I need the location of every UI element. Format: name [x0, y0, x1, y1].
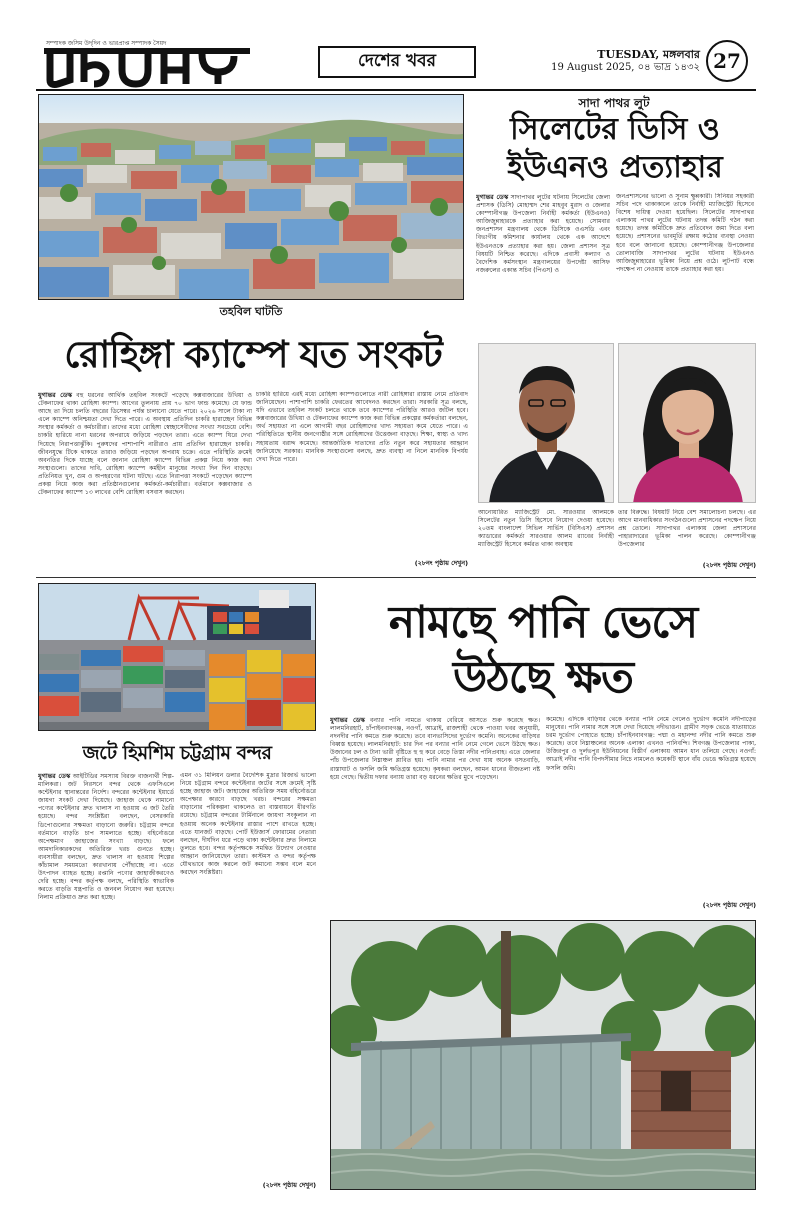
dc-portrait-photo: [478, 343, 614, 503]
masthead-tagline: সম্পাদক জসিম উদ্‌দিন ও ভারপ্রাপ্ত সম্পাদক সৈয়দ: [46, 40, 167, 47]
port-continued[interactable]: (২৮নং পৃষ্ঠায় দেখুন): [262, 1181, 316, 1189]
rohingya-headline[interactable]: রোহিঙ্গা ক্যাম্পে যত সংকট: [64, 333, 442, 376]
flood-continued[interactable]: (২৮নং পৃষ্ঠায় দেখুন): [702, 901, 756, 909]
sylhet-headline-2[interactable]: ইউএনও প্রত্যাহার: [507, 150, 723, 185]
port-col-2: [180, 772, 316, 1176]
flood-text-2: কমেছে। এদিকে বাড়িঘর থেকে বন্যার পানি নেমে গেলেও দুর্ভোগ কমেনি নদীপাড়ের মানুষের। পানি নামার সঙ্গে সঙ্গে দেখা দিয়েছে নদীভাঙন। গ্রামীণ সড়ক ভেঙে যাতায়াতে চরম দুর্ভোগ পোহাতে হচ্ছে। চাঁপাইনবাবগঞ্জ: পদ্মা ও মহানন্দা নদীর পানি কমতে শুরু করেছে। তবে নিম্নাঞ্চলের অনেক এলাকা এখনও পানিবন্দি। শিবগঞ্জ উপজেলার পাকা, উজিরপুর ও দুর্লভপুর ইউনিয়নের বিস্তীর্ণ এলাকায় আমন ধান তলিয়ে গেছে। নওগাঁ: আত্রাই নদীর পানি বিপদসীমার নিচে নামলেও কয়েকটি স্থানে বাঁধ ভেঙে ক্ষতিগ্রস্ত হয়েছে ফসলি জমি।: [546, 716, 756, 772]
sylhet-col-2: [616, 193, 754, 339]
sylhet-photo-caption-1: [478, 509, 614, 573]
rohingya-text-1: বহু ধরনের আর্থিক তহবিল সংকটে পড়েছে কক্সবাজারের উখিয়া ও টেকনাফের থাকা রোহিঙ্গা ক্যাম্প। আগের তুলনায় প্রায় ৭০ ভাগ ফান্ড কমেছে। যে ফান্ড আছে তা দিয়ে চলতি বছরের ডিসেম্বর পর্যন্ত চালানো যেতে পারে। ২০২৬ সালে টাকা না এলে ক্যাম্পে অনিশ্চয়তা দেখা দিতে পারে। এ অবস্থায় প্রতিদিন চাকরি হারাচ্ছেন বিভিন্ন সংস্থার কর্মকর্তা ও কর্মচারীরা। তাদের মধ্যে রোহিঙ্গা স্বেচ্ছাসেবীদের সংখ্যা সবচেয়ে বেশি। চাকরি হারিয়ে নানা ধরনের অপরাধে জড়িয়ে পড়ছেন তারা। এতে ক্যাম্প ঘিরে দেখা দিয়েছে নিরাপত্তাঝুঁকি। পুরুষদের পাশাপাশি নারীরাও প্রায় প্রতিদিন হারাচ্ছেন চাকরি। জীবনযুদ্ধে টিকে থাকতে তারাও জড়িয়ে পড়ছেন অপরাধ চক্রে। এতে পরিস্থিতি ক্রমেই অবনতির দিকে যাচ্ছে বলে জানান রোহিঙ্গা ক্যাম্পে বিভিন্ন প্রকল্প নিয়ে কাজ করা সংস্থাগুলো। তাদের দাবি, রোহিঙ্গা ক্যাম্পে কর্মহীন মানুষের সংখ্যা দিন দিন বাড়ছে। প্রতিনিয়ত খুন, গুম ও অপহরণের ঘটনা ঘটছে। এতে নিরাপত্তা সংকটে পড়েছেন ক্যাম্পে প্রকল্প নিয়ে কাজ করা প্রতিষ্ঠানগুলোর কর্মকর্তা-কর্মচারীরা। বর্তমানে কক্সবাজার ও টেকনাফের ক্যাম্পে ১৩ লাখের বেশি রোহিঙ্গা বসবাস করছেন।: [38, 392, 252, 497]
section-title: দেশের খবর: [318, 46, 476, 78]
port-text-1: আইটিডির সমস্যায় বিরক্ত বাজনার্থী শিল্প-মালিকরা। জট নিরসনে বন্দর থেকে এফসিএলে কন্টেইনার স্থানান্তরের নির্দেশ। বন্দরের কন্টেইনার ইয়ার্ডে জায়গা সংকট দেখা দিয়েছে। জাহাজ থেকে নামানো পণ্যের কন্টেইনার দ্রুত খালাস না হওয়ায় এ জট তৈরি হয়েছে। বন্দর সংশ্লিষ্টরা বলছেন, বেসরকারি ডিপোগুলোর সক্ষমতা বাড়ানো জরুরি। চট্টগ্রাম বন্দরে বর্তমানে বাড়তি চাপ সামলাতে হচ্ছে। বহির্নোঙরে অপেক্ষমাণ জাহাজের সংখ্যা বাড়ছে। ফলে আমদানিকারকদের অতিরিক্ত খরচ গুনতে হচ্ছে। ব্যবসায়ীরা বলছেন, দ্রুত খালাস না হওয়ায় শিল্পের কাঁচামাল সময়মতো কারখানায় পৌঁছাচ্ছে না। এতে উৎপাদন ব্যাহত হচ্ছে। রপ্তানি পণ্যের জাহাজীকরণেও দেরি হচ্ছে। বন্দর কর্তৃপক্ষ বলছে, পরিস্থিতি স্বাভাবিক করতে বাড়তি যন্ত্রপাতি ও জনবল নিয়োগ করা হয়েছে। নিলাম প্রক্রিয়াও দ্রুত করা হচ্ছে।: [38, 773, 174, 902]
page-number: 27: [706, 40, 748, 82]
uno-portrait-photo: [618, 343, 756, 503]
flood-damage-photo: [330, 920, 756, 1190]
date-bangla: 19 August 2025, ০৪ ভাদ্র ১৪৩২: [551, 62, 700, 73]
rohingya-col-1: [38, 391, 252, 569]
masthead-rule: [36, 89, 756, 91]
port-byline: যুগান্তর ডেস্ক: [38, 772, 71, 780]
sylhet-caption-text-2: তার বিরুদ্ধে। বিষয়টি নিয়ে বেশ সমালোচনা চলছে। এর আগে মানবাধিকার সংগঠনগুলো প্রশাসনের পদক্ষেপ নিয়ে প্রশ্ন তোলে। সাদাপাথর এলাকায় জেলা প্রশাসনের পাহারাদারের ভূমিকা পালন করেছে। কোম্পানীগঞ্জ উপজেলার: [618, 509, 756, 549]
flood-byline: যুগান্তর ডেস্ক: [330, 716, 365, 724]
rohingya-text-2: চাকরি হারিয়ে এরই মধ্যে রোহিঙ্গা ক্যাম্পগুলোতে নারী রোহিঙ্গারা রাস্তায় নেমে প্রতিবাদ জানিয়েছেন। পাশাপাশি চাকরি ফেরতের আবেদনও করছেন তারা। সরকারি সূত্র বলছে, যদি এভাবে তহবিল সংকট চলতে থাকে তবে ক্যাম্পের পরিস্থিতি আরও জটিল হবে। কক্সবাজারের উখিয়া ও টেকনাফের ক্যাম্পে কাজ করা বিভিন্ন প্রকল্পের কর্মকর্তারা বলছেন, অর্থ সহায়তা না এলে আগামী বছর রোহিঙ্গাদের খাদ্য সহায়তা কমে যেতে পারে। এ পরিস্থিতিতে স্থানীয় জনগোষ্ঠীর সঙ্গে রোহিঙ্গাদের উত্তেজনা বাড়ছে। শিক্ষা, স্বাস্থ্য ও খাদ্য সহায়তায় বরাদ্দ কমেছে। আন্তর্জাতিক দাতাদের প্রতি নতুন করে সহায়তার আহ্বান জানিয়েছে সরকার। মানবিক সংস্থাগুলো বলছে, দ্রুত ব্যবস্থা না নিলে মানবিক বিপর্যয় দেখা দিতে পারে।: [256, 391, 468, 463]
rohingya-col-2: [256, 391, 468, 549]
sylhet-caption-text-1: আনোয়ারিত ম্যাজিস্ট্রেট মো. সারওয়ার আলমকে সিলেটের নতুন ডিসি হিসেবে নিয়োগ দেওয়া হয়েছে। ২০তম বাংলাদেশ সিভিল সার্ভিস (বিসিএস) প্রশাসন ক্যাডারের কর্মকর্তা সারওয়ার আলম র‌্যাবের নির্বাহী ম্যাজিস্ট্রেট হিসেবে কর্মরত থাকা অবস্থায়: [478, 509, 614, 549]
flood-col-1: [330, 716, 540, 912]
rohingya-photo-caption: তহবিল ঘাটতি: [219, 305, 283, 318]
flood-col-2: [546, 716, 756, 896]
sylhet-headline-1[interactable]: সিলেটের ডিসি ও: [510, 112, 720, 147]
flood-text-1: বন্যার পানি নামতে থাকায় বেরিয়ে আসতে শুরু করেছে ক্ষত। লালমনিরহাট, চাঁপাইনবাবগঞ্জ, নওগাঁ, আত্রাই, রাজশাহী থেকে পাওয়া খবর অনুযায়ী, নদনদীর পানি কমতে শুরু করেছে। তবে বানভাসিদের দুর্ভোগ কমেনি। অনেকের বাড়িঘর বিধ্বস্ত হয়েছে। লালমনিরহাট: চার দিন পর বন্যার পানি নেমে গেলে ভেসে উঠছে ক্ষত। উজানের ঢল ও টানা ভারী বৃষ্টিতে হু হু করে বেড়ে তিস্তা নদীর পানিপ্রবাহ। এতে জেলার পাঁচ উপজেলার নিম্নাঞ্চল প্লাবিত হয়। পানি নামার পর দেখা যায় অনেক বসতবাড়ি, রাস্তাঘাট ও ফসলি জমি ক্ষতিগ্রস্ত হয়েছে। কৃষকরা বলছেন, আমন ধানের বীজতলা নষ্ট হয়ে গেছে। দ্বিতীয় দফার বন্যায় তারা বড় ধরনের ক্ষতির মুখে পড়েছেন।: [330, 717, 540, 781]
sylhet-text-2: জনপ্রশাসনের ভালো ও সুনাম ক্ষুন্নকারী। সিনিয়র সহকারী সচিব পদে থাকাকালে তাকে নির্বাহী ম্যাজিস্ট্রেট হিসেবে বিশেষ দায়িত্ব দেওয়া হয়েছিল। সিলেটের সাদাপাথর এলাকায় পাথর লুটের ঘটনায় তদন্ত কমিটি গঠন করা হয়েছে। তদন্ত কমিটিকে দ্রুত প্রতিবেদন জমা দিতে বলা হয়েছে। প্রশাসনের ভাবমূর্তি রক্ষায় কঠোর ব্যবস্থা নেওয়া হবে বলে জানানো হয়েছে। কোম্পানীগঞ্জ উপজেলার তোলাবাজি সাদাপাথর লুটের ঘটনায় ইউএনও আজিজুন্নাহারের ভূমিকা নিয়ে প্রশ্ন ওঠে। লুটপাট বন্ধে পদক্ষেপ না নেওয়ায় তাকে প্রত্যাহার করা হয়।: [616, 193, 754, 273]
sylhet-kicker: সাদা পাথর লুট: [578, 96, 650, 110]
flood-headline-2[interactable]: উঠছে ক্ষত: [452, 652, 634, 703]
newspaper-logo[interactable]: [40, 44, 260, 88]
sylhet-col-1: [476, 193, 610, 339]
sylhet-byline: যুগান্তর ডেস্ক: [476, 193, 509, 201]
flood-headline-1[interactable]: নামছে পানি ভেসে: [388, 597, 698, 648]
chattogram-port-photo: [38, 583, 316, 731]
port-text-2: এমন ৩১ মিলিয়ন ডলার বৈদেশিক মুদ্রার রিজার্ভ ভালো নিয়ে চট্টগ্রাম বন্দরে কন্টেইনার জটের সঙ্গে ক্রমেই সৃষ্টি হচ্ছে জাহাজ জট। জাহাজের অতিরিক্ত সময় বহির্নোঙরে অপেক্ষার কারণে বাড়ছে খরচ। বন্দরের সক্ষমতা বাড়ানোর পরিকল্পনা থাকলেও তা বাস্তবায়নে ধীরগতি রয়েছে। চট্টগ্রাম বন্দরের টার্মিনালে জায়গা সংকুলান না হওয়ায় অনেক কন্টেইনার রাস্তার পাশে রাখতে হচ্ছে। এতে যানজট বাড়ছে। পোর্ট ইউজার্স ফোরামের নেতারা বলছেন, দীর্ঘদিন ধরে পড়ে থাকা কন্টেইনার দ্রুত নিলামে তুলতে হবে। বন্দর কর্তৃপক্ষকে সমন্বিত উদ্যোগ নেওয়ার আহ্বান জানিয়েছেন তারা। কাস্টমস ও বন্দর কর্তৃপক্ষ যৌথভাবে কাজ করলে জট কমানো সম্ভব বলে মনে করছেন সংশ্লিষ্টরা।: [180, 772, 316, 877]
rohingya-camp-photo: [38, 94, 464, 300]
sylhet-continued[interactable]: (২৮নং পৃষ্ঠায় দেখুন): [702, 561, 756, 569]
port-col-1: [38, 772, 174, 1192]
rohingya-continued[interactable]: (২৮নং পৃষ্ঠায় দেখুন): [414, 559, 468, 567]
section-divider: [36, 577, 756, 578]
sylhet-photo-caption-2: [618, 509, 756, 559]
port-headline[interactable]: জটে হিমশিম চট্টগ্রাম বন্দর: [82, 742, 272, 764]
date-english: TUESDAY, মঙ্গলবার: [597, 48, 700, 61]
rohingya-byline: যুগান্তর ডেস্ক: [38, 391, 73, 399]
sylhet-text-1: সাদাপাথর লুটের ঘটনায় সিলেটের জেলা প্রশাসক (ডিসি) মোহাম্মদ শের মাহবুব মুরাদ ও জেলার কোম্পানীগঞ্জ উপজেলা নির্বাহী কর্মকর্তা (ইউএনও) আজিজুন্নাহারকে প্রত্যাহার করা হয়েছে। সোমবার জনপ্রশাসন মন্ত্রণালয় থেকে ডিসিকে ওএসডি এবং বিভাগীয় কমিশনার কার্যালয় থেকে এক আদেশে ইউএনওকে প্রত্যাহার করা হয়। জেলা প্রশাসন সূত্র বিষয়টি নিশ্চিত করেছে। এদিকে প্রবাসী কল্যাণ ও বৈদেশিক কর্মসংস্থান মন্ত্রণালয়ের উপদেষ্টা আসিফ নজরুলের একান্ত সচিব (পিএস) ও: [476, 194, 610, 274]
